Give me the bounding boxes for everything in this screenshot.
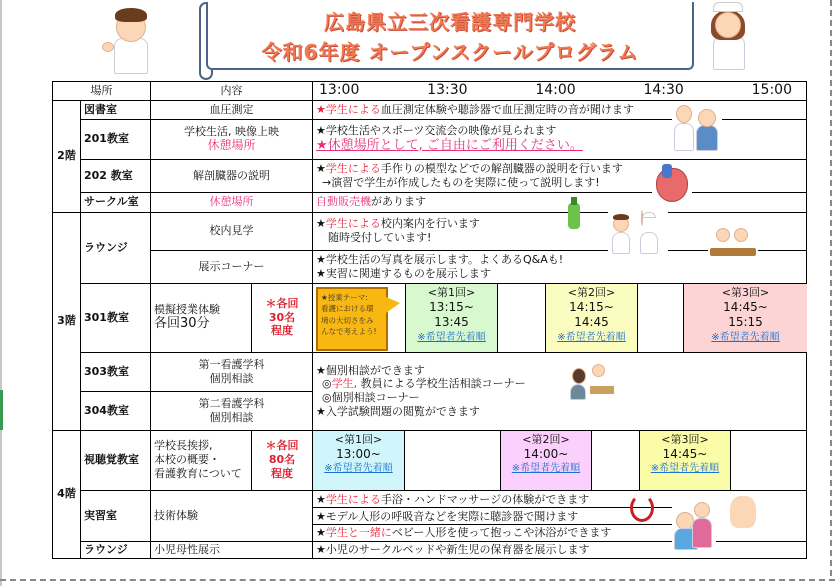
floor-4: 4階 (53, 430, 81, 558)
capacity-80: ＊各回 80名 程度 (252, 430, 313, 490)
activity-anatomy: 解剖臓器の説明 (151, 159, 313, 192)
session-av-2: <第2回> 14:00~ ※希望者先着順 (500, 431, 592, 490)
session-301-3: <第3回> 14:45~ 15:15 ※希望者先着順 (683, 284, 807, 352)
activity-rest-area: 休憩場所 (151, 192, 313, 212)
activity-exhibit-corner: 展示コーナー (151, 250, 313, 283)
blood-pressure-illustration-icon (672, 101, 722, 153)
activity-school-life-video: 学校生活, 映像上映 休憩場所 (151, 119, 313, 159)
activity-desc: 自動販売機があります (313, 192, 807, 212)
activity-consult-dept2: 第二看護学科 個別相談 (151, 391, 313, 430)
session-timeline-av (313, 430, 807, 490)
staff-illustration-icon (608, 210, 668, 255)
sheet-left-edge (0, 0, 2, 586)
activity-campus-tour: 校内見学 (151, 212, 313, 250)
title-banner (206, 2, 694, 70)
table-row (53, 212, 807, 250)
table-row (53, 430, 807, 490)
first-come-link[interactable]: ※希望者先着順 (711, 331, 780, 343)
activity-mock-class: 模擬授業体験 各回30分 (151, 283, 252, 352)
first-come-link[interactable]: ※希望者先着順 (650, 463, 720, 475)
page-break-vertical (830, 0, 832, 576)
session-av-3: <第3回> 14:45~ ※希望者先着順 (639, 431, 731, 490)
room-circle: サークル室 (81, 192, 151, 212)
activity-desc-consult: ★個別相談ができます ◎学生, 教員による学校生活相談コーナー ◎個別相談コーナー ★入学試験問題の閲覧ができます (313, 352, 807, 430)
table-row (53, 192, 807, 212)
header-timeline (313, 82, 807, 101)
activity-desc: ★学生による手作りの模型などでの解剖臓器の説明を行います →演習で学生が作成したものを実際に使って説明します! (313, 159, 807, 192)
room-av: 視聴覚教室 (81, 430, 151, 490)
floor-2: 2階 (53, 100, 81, 212)
time-1500: 15:00 (751, 82, 792, 98)
activity-blood-pressure: 血圧測定 (151, 100, 313, 119)
room-lounge-4f: ラウンジ (81, 541, 151, 558)
session-av-1: <第1回> 13:00~ ※希望者先着順 (313, 431, 405, 490)
male-nurse-illustration-icon (100, 4, 160, 74)
room-library: 図書室 (81, 100, 151, 119)
table-row (53, 250, 807, 283)
program-title: 令和6年度 オープンスクールプログラム (261, 40, 639, 64)
activity-pediatric-exhibit: 小児母性展示 (151, 541, 313, 558)
session-301-2: <第2回> 14:15~ 14:45 ※希望者先着順 (545, 284, 638, 352)
activity-desc: ★小児のサークルベッドや新生児の保育器を展示します (313, 541, 807, 558)
floor-3: 3階 (53, 212, 81, 430)
header-place: 場所 (53, 82, 151, 101)
room-303: 303教室 (81, 352, 151, 391)
session-timeline-301 (313, 283, 807, 352)
time-1330: 13:30 (427, 82, 468, 98)
capacity-30: ＊各回 30名 程度 (252, 283, 313, 352)
class-theme-callout: ★授業テーマ: 看護における環 境の大切さをみ んなで考えよう! (316, 287, 388, 351)
sheet-row-marker (0, 390, 3, 430)
room-304: 304教室 (81, 391, 151, 430)
room-301: 301教室 (81, 283, 151, 352)
time-1400: 14:00 (535, 82, 576, 98)
hand-massage-illustration-icon (722, 490, 762, 534)
first-come-link[interactable]: ※希望者先着順 (417, 331, 486, 343)
first-come-link[interactable]: ※希望者先着順 (511, 463, 581, 475)
activity-desc: ★学生による血圧測定体験や聴診器で血圧測定時の音が聞けます (313, 100, 807, 119)
table-row (53, 352, 807, 391)
mother-baby-illustration-icon (672, 498, 716, 556)
page-break-horizontal (0, 579, 835, 581)
session-301-1: <第1回> 13:15~ 13:45 ※希望者先着順 (405, 284, 498, 352)
activity-skills-experience: 技術体験 (151, 490, 313, 541)
consultation-illustration-icon (568, 362, 616, 402)
header-row (53, 82, 807, 101)
time-1300: 13:00 (319, 82, 360, 98)
first-come-link[interactable]: ※希望者先着順 (324, 463, 393, 475)
time-1430: 14:30 (643, 82, 684, 98)
activity-desc: ★学校生活やスポーツ交流会の映像が見られます ★休憩場所として, ご自由にご利用ください。 (313, 119, 807, 159)
header-content: 内容 (151, 82, 313, 101)
room-lounge-3f: ラウンジ (81, 212, 151, 283)
students-studying-illustration-icon (708, 226, 758, 260)
activity-desc: ★学生による手浴・ハンドマッサージの体験ができます ★モデル人形の呼吸音などを実際に聴診器で聞けます ★学生と一緒にベビー人形を使って抱っこや沐浴ができます (313, 490, 807, 541)
table-row (53, 159, 807, 192)
female-nurse-illustration-icon (695, 0, 755, 72)
table-row (53, 283, 807, 352)
school-name: 広島県立三次看護専門学校 (324, 10, 576, 34)
stethoscope-illustration-icon (624, 488, 660, 528)
first-come-link[interactable]: ※希望者先着順 (557, 331, 626, 343)
room-201: 201教室 (81, 119, 151, 159)
activity-consult-dept1: 第一看護学科 個別相談 (151, 352, 313, 391)
room-202: 202 教室 (81, 159, 151, 192)
room-practice: 実習室 (81, 490, 151, 541)
activity-desc: ★学生による校内案内を行います 随時受付しています! (313, 212, 807, 250)
bottle-illustration-icon (566, 195, 582, 231)
activity-principal-greeting: 学校長挨拶, 本校の概要・ 看護教育について (151, 430, 252, 490)
activity-desc: ★学校生活の写真を展示します。よくあるQ&Aも! ★実習に関連するものを展示します (313, 250, 807, 283)
heart-model-illustration-icon (652, 164, 692, 206)
